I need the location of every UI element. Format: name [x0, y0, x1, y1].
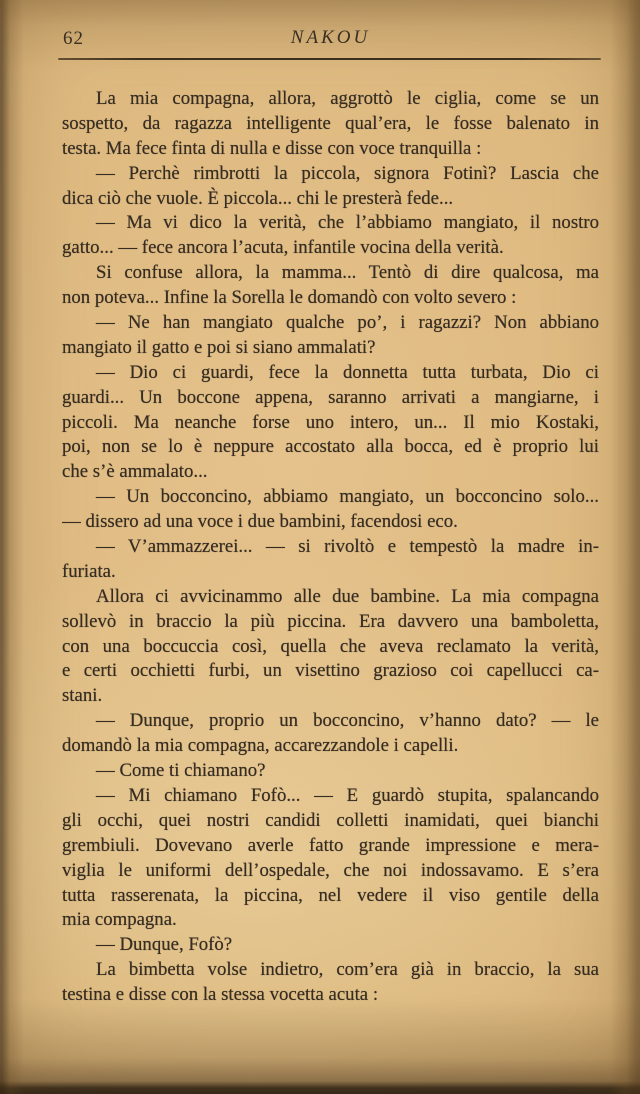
- paragraph: [62, 261, 599, 311]
- text-line: — Un bocconcino, abbiamo mangiato, un bocconcino solo...: [96, 486, 599, 508]
- paragraph: [62, 311, 599, 361]
- page-header: [62, 26, 599, 52]
- text-line: — Ma vi dico la verità, che l’abbiamo mangiato, il nostro: [96, 212, 599, 234]
- text-line: gli occhi, quei nostri candidi colletti inamidati, quei bianchi: [62, 809, 599, 831]
- running-title: NAKOU: [290, 27, 371, 48]
- text-line: testa. Ma fece finta di nulla e disse con voce tranquilla :: [62, 137, 482, 159]
- text-block: [62, 87, 599, 1008]
- text-line: Allora ci avvicinammo alle due bambine. La mia compagna: [96, 585, 599, 607]
- text-line: sospetto, da ragazza intelligente qual’era, le fosse balenato in: [62, 112, 599, 134]
- text-line: e certi occhietti furbi, un visettino grazioso coi capellucci ca-: [62, 660, 599, 682]
- text-line: che s’è ammalato...: [62, 461, 208, 483]
- paragraph: [62, 87, 599, 162]
- text-line: — Dio ci guardi, fece la donnetta tutta turbata, Dio ci: [96, 361, 599, 383]
- paragraph: [62, 485, 599, 535]
- text-line: furiata.: [62, 560, 116, 582]
- paragraph: [62, 162, 599, 212]
- paragraph: [62, 535, 599, 585]
- text-line: gatto... — fece ancora l’acuta, infantile vocina della verità.: [62, 237, 504, 259]
- text-line: — dissero ad una voce i due bambini, facendosi eco.: [62, 511, 458, 533]
- text-line: piccoli. Ma neanche forse uno intero, un... Il mio Kostaki,: [62, 411, 599, 433]
- text-line: La bimbetta volse indietro, com’era già in braccio, la sua: [96, 959, 599, 981]
- text-line: guardi... Un boccone appena, saranno arrivati a mangiarne, i: [62, 386, 599, 408]
- paragraph: [62, 759, 599, 784]
- text-line: — Dunque, Fofò?: [96, 934, 233, 956]
- paragraph: [62, 784, 599, 933]
- paragraph: [62, 585, 599, 709]
- text-line: sollevò in braccio la più piccina. Era davvero una bamboletta,: [62, 610, 599, 632]
- paragraph: [62, 958, 599, 1008]
- paragraph: [62, 211, 599, 261]
- text-line: — Ne han mangiato qualche po’, i ragazzi? Non abbiano: [96, 312, 599, 334]
- text-line: mia compagna.: [62, 909, 177, 931]
- text-line: con una boccuccia così, quella che aveva reclamato la verità,: [62, 635, 599, 657]
- text-line: testina e disse con la stessa vocetta acuta :: [62, 984, 379, 1006]
- text-line: La mia compagna, allora, aggrottò le ciglia, come se un: [96, 88, 599, 109]
- text-line: mangiato il gatto e poi si siano ammalati?: [62, 336, 376, 358]
- paragraph: [62, 361, 599, 485]
- text-line: poi, non se lo è neppure accostato alla bocca, ed è proprio lui: [62, 436, 599, 458]
- text-line: Si confuse allora, la mamma... Tentò di dire qualcosa, ma: [96, 262, 599, 284]
- header-rule: [58, 58, 601, 60]
- text-line: domandò la mia compagna, accarezzandole i capelli.: [62, 735, 459, 757]
- text-line: — Come ti chiamano?: [96, 760, 266, 782]
- text-line: non poteva... Infine la Sorella le domandò con volto severo :: [62, 287, 517, 309]
- text-line: — Mi chiamano Fofò... — E guardò stupita, spalancando: [96, 784, 599, 806]
- paragraph: [62, 933, 599, 958]
- text-line: grembiuli. Dovevano averle fatto grande impressione e mera-: [62, 834, 599, 856]
- text-line: dica ciò che vuole. È piccola... chi le presterà fede...: [62, 187, 454, 209]
- text-line: — V’ammazzerei... — si rivoltò e tempestò la madre in-: [96, 536, 599, 558]
- text-line: — Perchè rimbrotti la piccola, signora Fotinì? Lascia che: [96, 162, 599, 184]
- text-line: — Dunque, proprio un bocconcino, v’hanno dato? — le: [96, 710, 599, 732]
- text-line: stani.: [62, 685, 103, 707]
- page-number: 62: [63, 28, 84, 49]
- text-line: tutta rasserenata, la piccina, nel vedere il viso gentile della: [62, 884, 599, 906]
- text-line: viglia le uniformi dell’ospedale, che noi indossavamo. E s’era: [62, 859, 599, 881]
- paragraph: [62, 709, 599, 759]
